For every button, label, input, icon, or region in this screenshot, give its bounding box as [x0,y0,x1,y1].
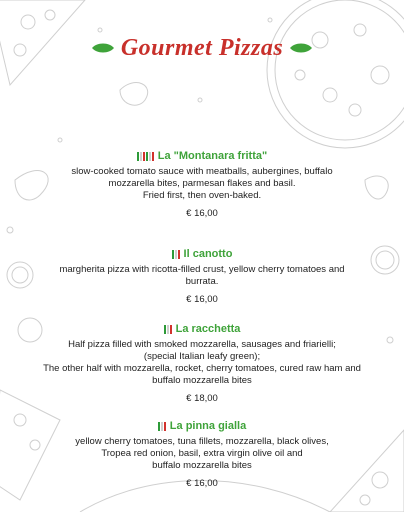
item-name: La racchetta [175,323,241,335]
item-price: € 16,00 [186,478,218,489]
item-price: € 18,00 [186,393,218,404]
item-description: Half pizza filled with smoked mozzarella, sausages and friarielli; (special Italian leafy green); The other half with mozzarella, rocket, cherry tomatoes, cured raw ham and buffalo mozzarella bites [43,339,361,386]
item-description: yellow cherry tomatoes, tuna fillets, mozzarella, black olives, Tropea red onion, basil, extra virgin olive oil and buffalo mozzarella bites [75,436,329,471]
italian-flag-icon [137,152,154,161]
item-name: Il canotto [183,248,233,260]
menu-header [0,28,404,68]
menu-title: Gourmet Pizzas [120,34,284,61]
basil-leaf-right-icon [289,42,313,54]
basil-leaf-left-icon [91,42,115,54]
italian-flag-icon [172,250,180,259]
item-name: La pinna gialla [169,420,247,432]
italian-flag-icon [164,325,172,334]
item-price: € 16,00 [186,294,218,305]
italian-flag-icon [158,422,166,431]
menu-item-racchetta [0,323,404,405]
item-title [0,150,404,162]
menu-item-pinna-gialla [0,420,404,490]
item-title [0,323,404,335]
item-title [0,248,404,260]
item-description: slow-cooked tomato sauce with meatballs, aubergines, buffalo mozzarella bites, parmesan flakes and basil. Fried first, then oven-baked. [71,166,333,201]
item-name: La "Montanara fritta" [157,150,268,162]
item-title [0,420,404,432]
menu-item-montanara [0,150,404,220]
item-description: margherita pizza with ricotta-filled crust, yellow cherry tomatoes and burrata. [59,264,345,287]
item-price: € 16,00 [186,208,218,219]
menu-item-canotto [0,248,404,306]
